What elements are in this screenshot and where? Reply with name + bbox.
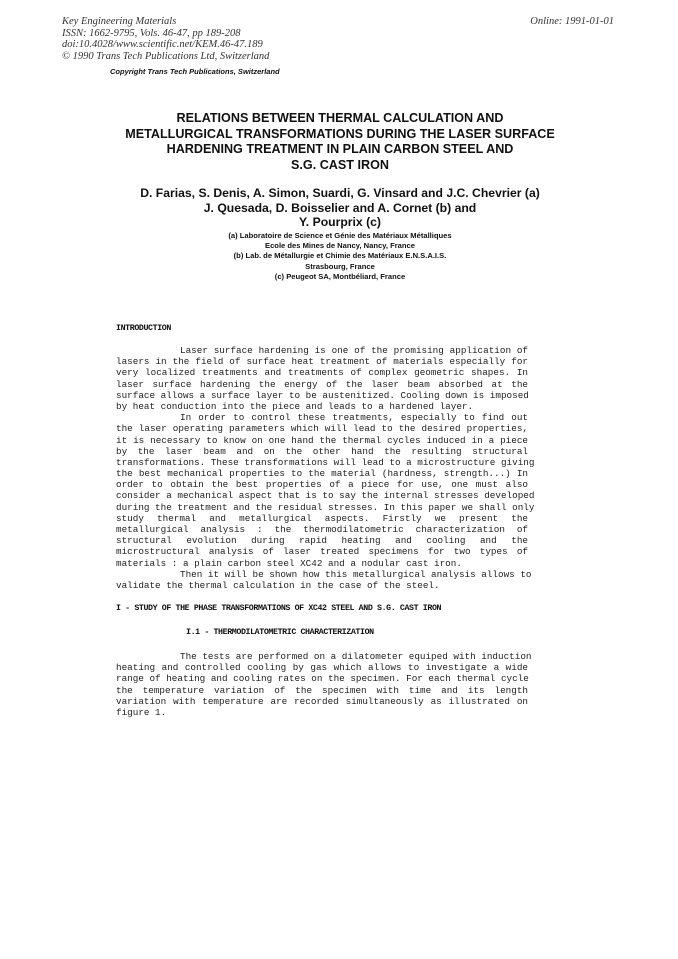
text-line: microstructural analysis of laser treated specimens for two types of [116, 546, 528, 558]
affiliations [90, 231, 590, 282]
text-line: it is necessary to know on one hand the thermal cycles induced in a piece [116, 434, 528, 446]
issn-line: ISSN: 1662-9795, Vols. 46-47, pp 189-208 [62, 27, 241, 39]
title-line: HARDENING TREATMENT IN PLAIN CARBON STEEL AND [166, 142, 514, 156]
text-line: In order to control these treatments, especially to find out [180, 412, 528, 424]
text-line: by the laser beam and on the other hand the resulting structural [116, 445, 528, 457]
text-line: structural evolution during rapid heating and cooling and the [116, 535, 528, 547]
text-line: heating and controlled cooling by gas which allows to investigate a wide [116, 662, 528, 674]
affiliation-line: (a) Laboratoire de Science et Génie des Matériaux Métalliques [228, 231, 452, 240]
text-line: during the treatment and the residual stresses. In this paper we shall only [116, 501, 535, 513]
affiliation-line: (b) Lab. de Métallurgie et Chimie des Matériaux E.N.S.A.I.S. [233, 251, 447, 261]
title-line: RELATIONS BETWEEN THERMAL CALCULATION AND [176, 111, 504, 125]
text-line: the best mechanical properties to the material (hardness, strength...) In [116, 468, 528, 480]
journal-header [62, 16, 269, 62]
author-line: D. Farias, S. Denis, A. Simon, Suardi, G. Vinsard and J.C. Chevrier (a) [140, 186, 540, 200]
affiliation-line: Ecole des Mines de Nancy, Nancy, France [265, 241, 415, 251]
copyright-line: © 1990 Trans Tech Publications Ltd, Switzerland [62, 50, 270, 62]
doi-line: doi:10.4028/www.scientific.net/KEM.46-47.189 [62, 39, 263, 50]
paper-title [90, 111, 590, 173]
text-line: the temperature variation of the specimen with time and its length [116, 684, 528, 696]
text-line: figure 1. [116, 706, 167, 718]
text-line: Laser surface hardening is one of the promising application of [180, 345, 528, 356]
subsection-heading: I.1 - THERMODILATOMETRIC CHARACTERIZATION [186, 628, 374, 637]
text-line: by heat conduction into the piece and leads to a hardened layer. [116, 400, 474, 412]
introduction-heading: INTRODUCTION [116, 324, 171, 333]
title-line: METALLURGICAL TRANSFORMATIONS DURING THE LASER SURFACE [125, 126, 555, 141]
online-date: Online: 1991-01-01 [530, 16, 614, 27]
affiliation-line: Strasbourg, France [305, 261, 375, 271]
text-line: consider a mechanical aspect that is to say the internal stresses developed [116, 490, 535, 502]
text-line: validate the thermal calculation in the case of the steel. [116, 579, 440, 591]
section-heading: I - STUDY OF THE PHASE TRANSFORMATIONS OF XC42 STEEL AND S.G. CAST IRON [116, 604, 442, 613]
text-line: order to obtain the best properties of a piece for use, one must also [116, 479, 528, 491]
publisher-copyright: Copyright Trans Tech Publications, Switzerland [110, 67, 280, 76]
author-line: Y. Pourprix (c) [299, 215, 381, 229]
text-line: Then it will be shown how this metallurgical analysis allows to [180, 568, 532, 580]
author-line: J. Quesada, D. Boisselier and A. Cornet (b) and [203, 200, 477, 215]
affiliation-line: (c) Peugeot SA, Montbéliard, France [274, 271, 406, 281]
text-line: the laser operating parameters which will lead to the desired properties, [116, 423, 528, 435]
text-line: laser surface hardening the energy of the laser beam absorbed at the [116, 378, 528, 390]
section-body [116, 651, 532, 718]
journal-name: Key Engineering Materials [62, 16, 177, 27]
text-line: materials : a plain carbon steel XC42 and a nodular cast iron. [116, 557, 462, 569]
text-line: metallurgical analysis : the thermodilatometric characterization of [116, 524, 528, 535]
text-line: variation with temperature are recorded simultaneously as illustrated on [116, 695, 528, 707]
text-line: very localized treatments and treatments of complex geometric shapes. In [116, 367, 528, 379]
text-line: surface allows a surface layer to be austenitized. Cooling down is imposed [116, 389, 529, 401]
introduction-body [116, 345, 535, 591]
text-line: transformations. These transformations will lead to a microstructure giving [116, 456, 535, 468]
text-line: range of heating and cooling rates on the specimen. For each thermal cycle [116, 673, 529, 685]
author-list [90, 186, 590, 230]
text-line: study thermal and metallurgical aspects. Firstly we present the [116, 512, 528, 524]
title-line: S.G. CAST IRON [291, 157, 389, 172]
text-line: lasers in the field of surface heat treatment of materials especially for [116, 356, 528, 368]
text-line: The tests are performed on a dilatometer equiped with induction [180, 651, 532, 662]
